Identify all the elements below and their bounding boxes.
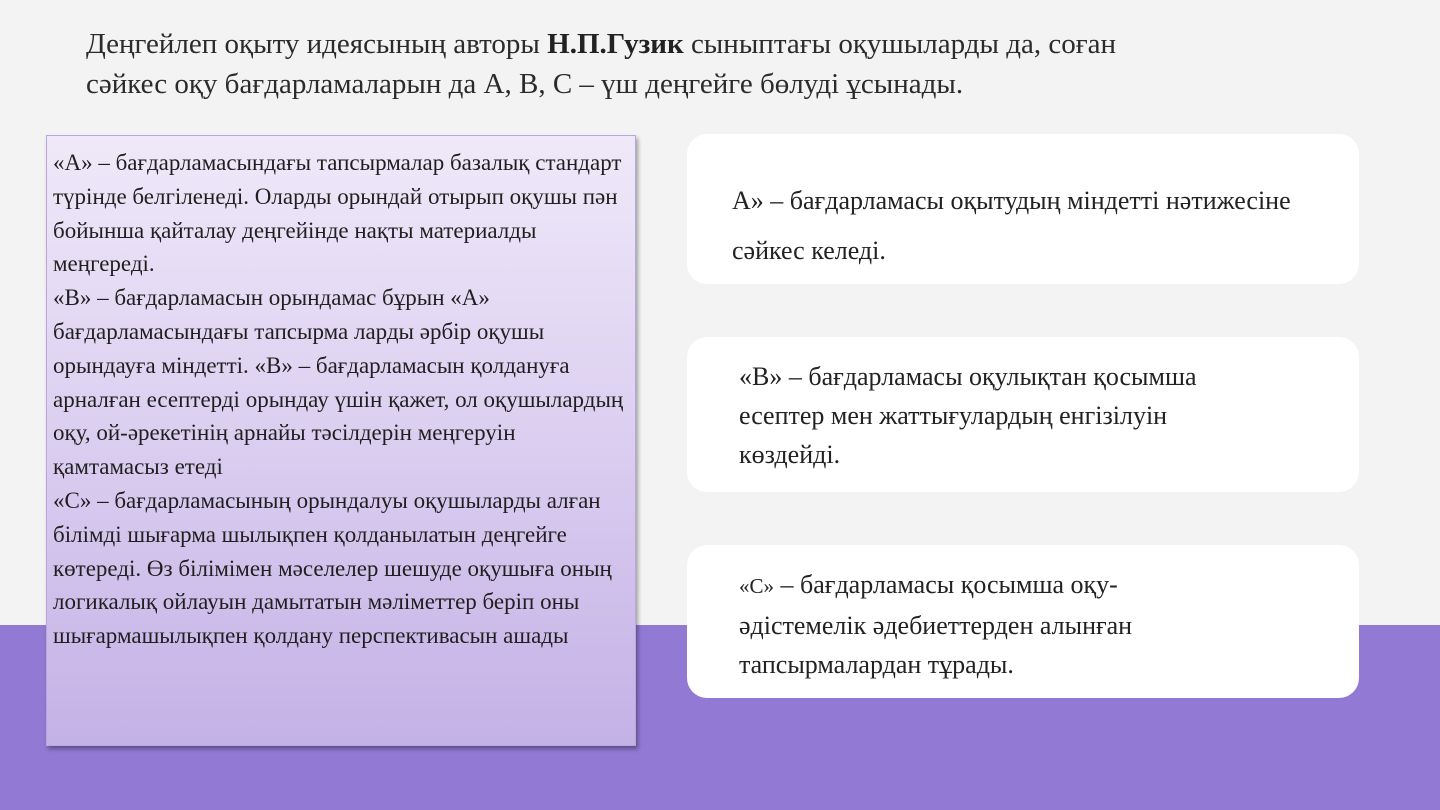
card-level-c <box>687 545 1359 698</box>
card-c-text: – бағдарламасы қосымша оқу-әдістемелік әдебиеттерден алынған тапсырмалардан тұрады. <box>739 570 1133 679</box>
title-author: Н.П.Гузик <box>547 28 684 60</box>
slide-title <box>86 24 1286 104</box>
card-level-b <box>687 337 1359 492</box>
title-prefix: Деңгейлеп оқыту идеясының авторы <box>86 28 548 60</box>
level-a-description: «А» – бағдарламасындағы тапсырмалар базалық стандарт түрінде белгіленеді. Оларды орындай отырып оқушы пән бойынша қайталау деңгейінде нақты материалды меңгереді. <box>53 150 622 277</box>
level-b-description: «В» – бағдарламасын орындамас бұрын «А» бағдарламасындағы тапсырма ларды әрбір оқушы орындауға міндетті. «В» – бағдарламасын қолдануға арналған есептерді орындау үшін қажет, ол оқушылардың оқу, ой-әрекетінің арнайы тәсілдерін меңгеруін қамтамасыз етеді <box>53 285 624 480</box>
levels-description-box <box>46 135 636 746</box>
level-c-description: «С» – бағдарламасының орындалуы оқушыларды алған білімді шығарма шылықпен қолданылатын деңгейге көтереді. Өз білімімен мәселелер шешуде оқушыға оның логикалық ойлауын дамытатын мәліметтер беріп оны шығармашылықпен қолдану перспективасын ашады <box>53 487 612 649</box>
title-line2: сәйкес оқу бағдарламаларын да А, В, С – үш деңгейге бөлуді ұсынады. <box>86 68 964 100</box>
card-a-text: А» – бағдарламасы оқытудың міндетті нәтижесіне сәйкес келеді. <box>732 186 1291 265</box>
card-c-label: «С» <box>739 574 775 598</box>
title-suffix: сыныптағы оқушыларды да, соған <box>683 28 1116 60</box>
card-b-text: «В» – бағдарламасы оқулықтан қосымша есептер мен жаттығулардың енгізілуін көздейді. <box>739 362 1197 469</box>
card-level-a <box>687 134 1359 284</box>
